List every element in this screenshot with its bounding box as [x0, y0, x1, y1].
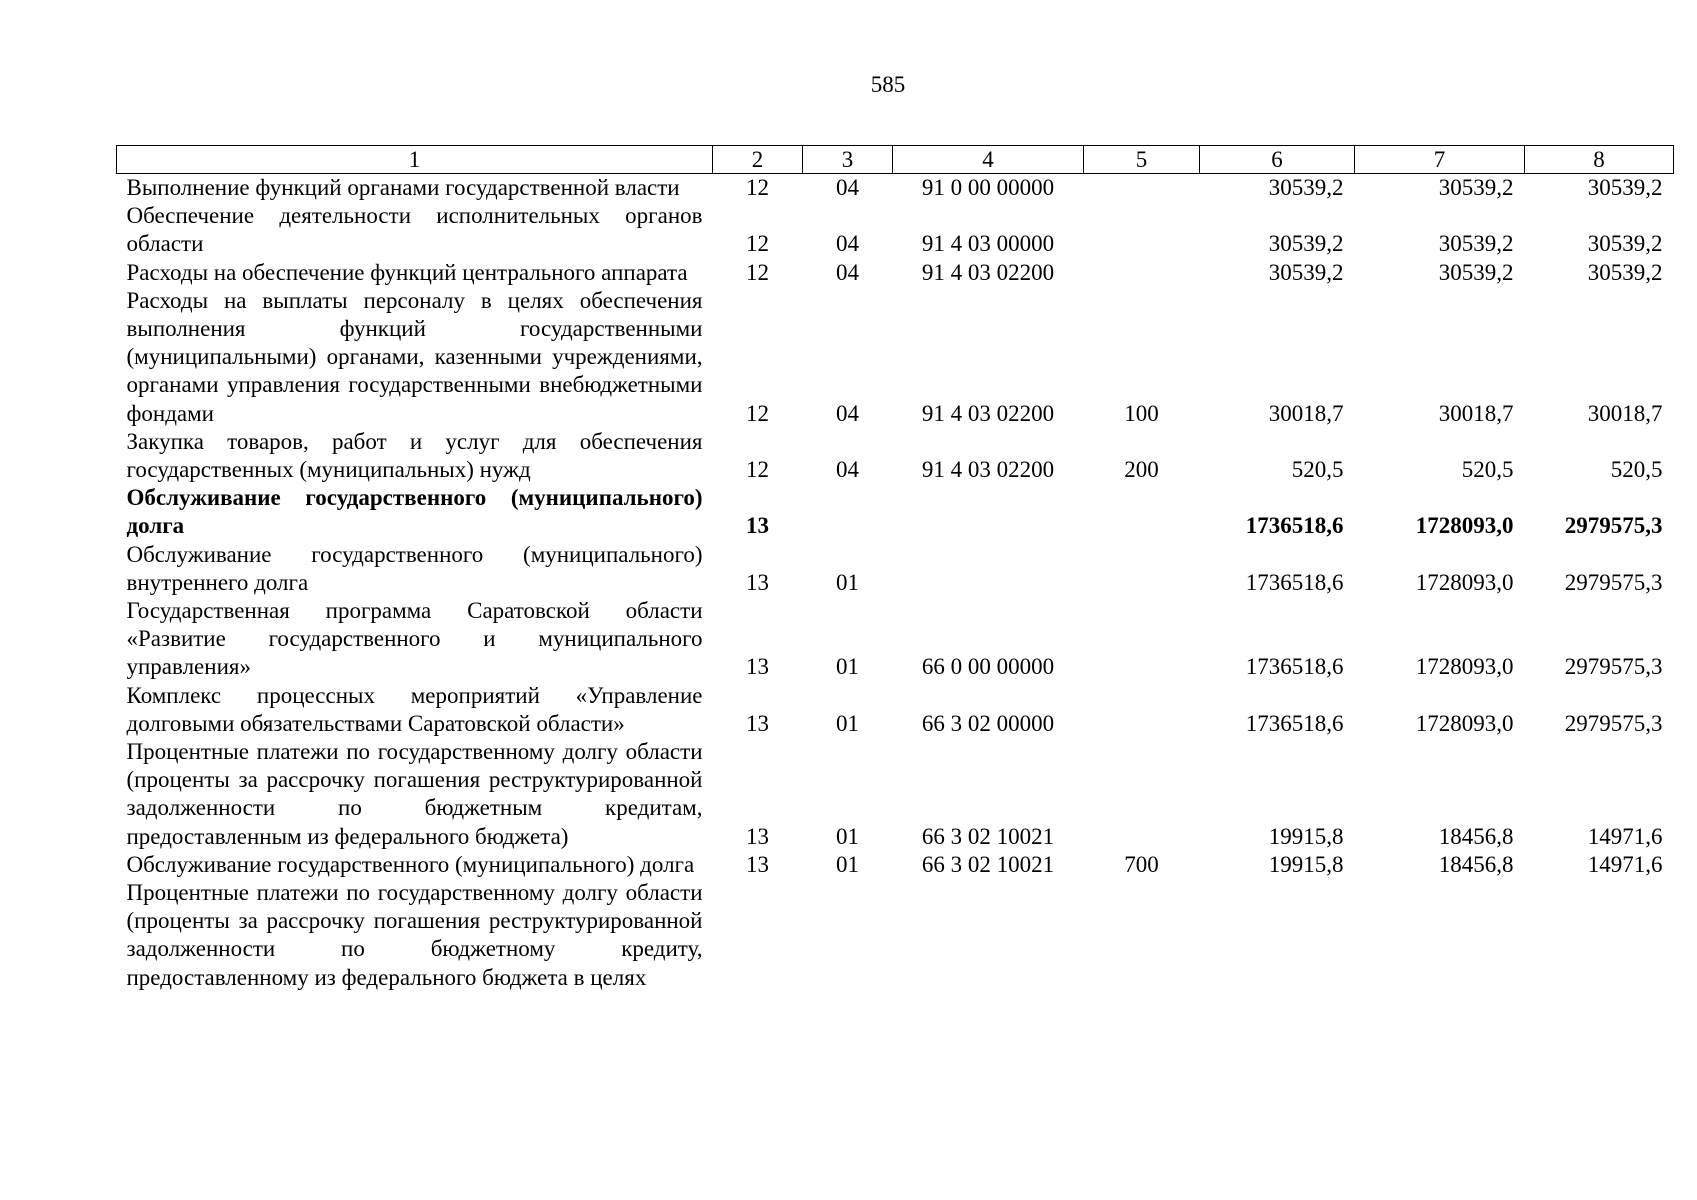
amount-col8-cell: 30539,2: [1587, 175, 1663, 200]
expense-type-cell: [1084, 484, 1200, 540]
row-name-cell: Закупка товаров, работ и услуг для обеспечения государственных (муниципальных) нужд: [126, 428, 703, 483]
amount-col6-cell: 30539,2: [1268, 175, 1344, 200]
amount-col6-cell: 1736518,6: [1245, 513, 1344, 539]
amount-col7-cell: 1728093,0: [1415, 710, 1514, 736]
expense-type-cell: [1084, 597, 1200, 682]
section-code-cell: 13: [746, 710, 769, 736]
expense-type-cell: [1084, 879, 1200, 992]
target-article-cell: 66 3 02 10021: [921, 851, 1055, 877]
amount-col6-cell: 520,5: [1291, 457, 1344, 483]
amount-col7-cell: [1355, 879, 1525, 992]
table-row: [117, 202, 1674, 258]
amount-col6-cell: 1736518,6: [1245, 654, 1344, 680]
section-code-cell: 13: [746, 823, 769, 849]
row-name-cell: Расходы на выплаты персоналу в целях обеспечения выполнения функций государственными (муниципальными) органами, казенными учреждениями, органами управления государственными внебюджетными фондами: [126, 287, 703, 426]
table-row: [117, 738, 1674, 851]
target-article-cell: 91 4 03 02200: [921, 259, 1055, 285]
expense-type-cell: [1084, 259, 1200, 287]
amount-col8-cell: 2979575,3: [1564, 710, 1663, 736]
expense-type-cell: [1084, 202, 1200, 258]
amount-col7-cell: 1728093,0: [1415, 654, 1514, 680]
amount-col6-cell: 1736518,6: [1245, 710, 1344, 736]
column-header-5: 5: [1084, 146, 1200, 174]
row-name-cell: Государственная программа Саратовской области «Развитие государственного и муниципального управления»: [126, 598, 703, 680]
row-name-cell: Обслуживание государственного (муниципального) долга: [126, 485, 703, 539]
table-row: [117, 879, 1674, 992]
section-code-cell: 13: [746, 654, 769, 680]
amount-col8-cell: [1525, 879, 1674, 992]
amount-col6-cell: [1200, 879, 1355, 992]
row-name-cell: Обслуживание государственного (муниципального) внутреннего долга: [126, 541, 703, 595]
subsection-code-cell: 01: [836, 823, 859, 849]
amount-col8-cell: 2979575,3: [1564, 654, 1663, 680]
row-name-cell: Процентные платежи по государственному долгу области (проценты за рассрочку погашения реструктурированной задолженности по бюджетному кредиту, предоставленному из федерального бюджета в целях: [126, 880, 703, 990]
subsection-code-cell: 04: [836, 231, 859, 257]
target-article-cell: 91 4 03 02200: [921, 400, 1055, 426]
amount-col6-cell: 30539,2: [1268, 259, 1344, 285]
amount-col7-cell: 30539,2: [1438, 231, 1514, 257]
column-header-8: 8: [1525, 146, 1674, 174]
amount-col8-cell: 30539,2: [1587, 259, 1663, 285]
row-name-cell: Процентные платежи по государственному долгу области (проценты за рассрочку погашения реструктурированной задолженности по бюджетным кредитам, предоставленным из федерального бюджета): [126, 739, 703, 849]
table-row: [117, 682, 1674, 738]
column-header-2: 2: [713, 146, 803, 174]
section-code-cell: 12: [746, 259, 769, 285]
table-row: [117, 428, 1674, 484]
row-name-cell: Комплекс процессных мероприятий «Управление долговыми обязательствами Саратовской области»: [126, 682, 703, 736]
amount-col7-cell: 18456,8: [1438, 851, 1514, 877]
target-article-cell: 91 4 03 00000: [921, 231, 1055, 257]
amount-col8-cell: 520,5: [1610, 457, 1663, 483]
table-header-row: [117, 146, 1674, 174]
section-code-cell: 12: [746, 175, 769, 200]
target-article-cell: [893, 879, 1084, 992]
amount-col6-cell: 19915,8: [1268, 851, 1344, 877]
subsection-code-cell: 04: [836, 457, 859, 483]
amount-col8-cell: 14971,6: [1587, 851, 1663, 877]
column-header-1: 1: [117, 146, 713, 174]
subsection-code-cell: [803, 484, 893, 540]
amount-col6-cell: 30539,2: [1268, 231, 1344, 257]
section-code-cell: 13: [746, 513, 769, 539]
amount-col8-cell: 30018,7: [1587, 400, 1663, 426]
target-article-cell: [893, 541, 1084, 597]
amount-col7-cell: 520,5: [1461, 457, 1514, 483]
row-name-cell: Обеспечение деятельности исполнительных органов области: [126, 203, 703, 257]
amount-col8-cell: 30539,2: [1587, 231, 1663, 257]
section-code-cell: 13: [746, 569, 769, 595]
subsection-code-cell: 01: [836, 851, 859, 877]
amount-col6-cell: 19915,8: [1268, 823, 1344, 849]
subsection-code-cell: [803, 879, 893, 992]
row-name-cell: Обслуживание государственного (муниципального) долга: [126, 851, 695, 877]
budget-table: [116, 145, 1674, 992]
amount-col7-cell: 30539,2: [1438, 175, 1514, 200]
expense-type-cell: 100: [1124, 400, 1159, 426]
subsection-code-cell: 01: [836, 569, 859, 595]
column-header-6: 6: [1200, 146, 1355, 174]
target-article-cell: 66 0 00 00000: [921, 654, 1055, 680]
table-row: [117, 484, 1674, 540]
table-row: [117, 174, 1674, 203]
amount-col7-cell: 1728093,0: [1415, 513, 1514, 539]
subsection-code-cell: 04: [836, 400, 859, 426]
table-row: [117, 287, 1674, 428]
section-code-cell: 13: [746, 851, 769, 877]
expense-type-cell: [1084, 541, 1200, 597]
amount-col8-cell: 14971,6: [1587, 823, 1663, 849]
amount-col7-cell: 1728093,0: [1415, 569, 1514, 595]
amount-col6-cell: 1736518,6: [1245, 569, 1344, 595]
expense-type-cell: 200: [1124, 457, 1159, 483]
expense-type-cell: [1084, 738, 1200, 851]
row-name-cell: Выполнение функций органами государственной власти: [126, 175, 680, 200]
amount-col7-cell: 30539,2: [1438, 259, 1514, 285]
subsection-code-cell: 01: [836, 654, 859, 680]
section-code-cell: 12: [746, 457, 769, 483]
subsection-code-cell: 01: [836, 710, 859, 736]
amount-col7-cell: 30018,7: [1438, 400, 1514, 426]
row-name-cell: Расходы на обеспечение функций центрального аппарата: [126, 259, 688, 285]
column-header-3: 3: [803, 146, 893, 174]
target-article-cell: 91 0 00 00000: [921, 175, 1055, 200]
table-row: [117, 851, 1674, 879]
amount-col8-cell: 2979575,3: [1564, 569, 1663, 595]
amount-col6-cell: 30018,7: [1268, 400, 1344, 426]
table-row: [117, 259, 1674, 287]
target-article-cell: [893, 484, 1084, 540]
target-article-cell: 66 3 02 00000: [921, 710, 1055, 736]
target-article-cell: 91 4 03 02200: [921, 457, 1055, 483]
expense-type-cell: [1084, 174, 1200, 203]
subsection-code-cell: 04: [836, 259, 859, 285]
expense-type-cell: [1084, 682, 1200, 738]
section-code-cell: 12: [746, 400, 769, 426]
subsection-code-cell: 04: [836, 175, 859, 200]
target-article-cell: 66 3 02 10021: [921, 823, 1055, 849]
table-row: [117, 541, 1674, 597]
expense-type-cell: 700: [1124, 851, 1159, 877]
table-row: [117, 597, 1674, 682]
column-header-7: 7: [1355, 146, 1525, 174]
section-code-cell: [713, 879, 803, 992]
amount-col8-cell: 2979575,3: [1564, 513, 1663, 539]
section-code-cell: 12: [746, 231, 769, 257]
page-number: 585: [870, 72, 906, 97]
amount-col7-cell: 18456,8: [1438, 823, 1514, 849]
column-header-4: 4: [893, 146, 1084, 174]
